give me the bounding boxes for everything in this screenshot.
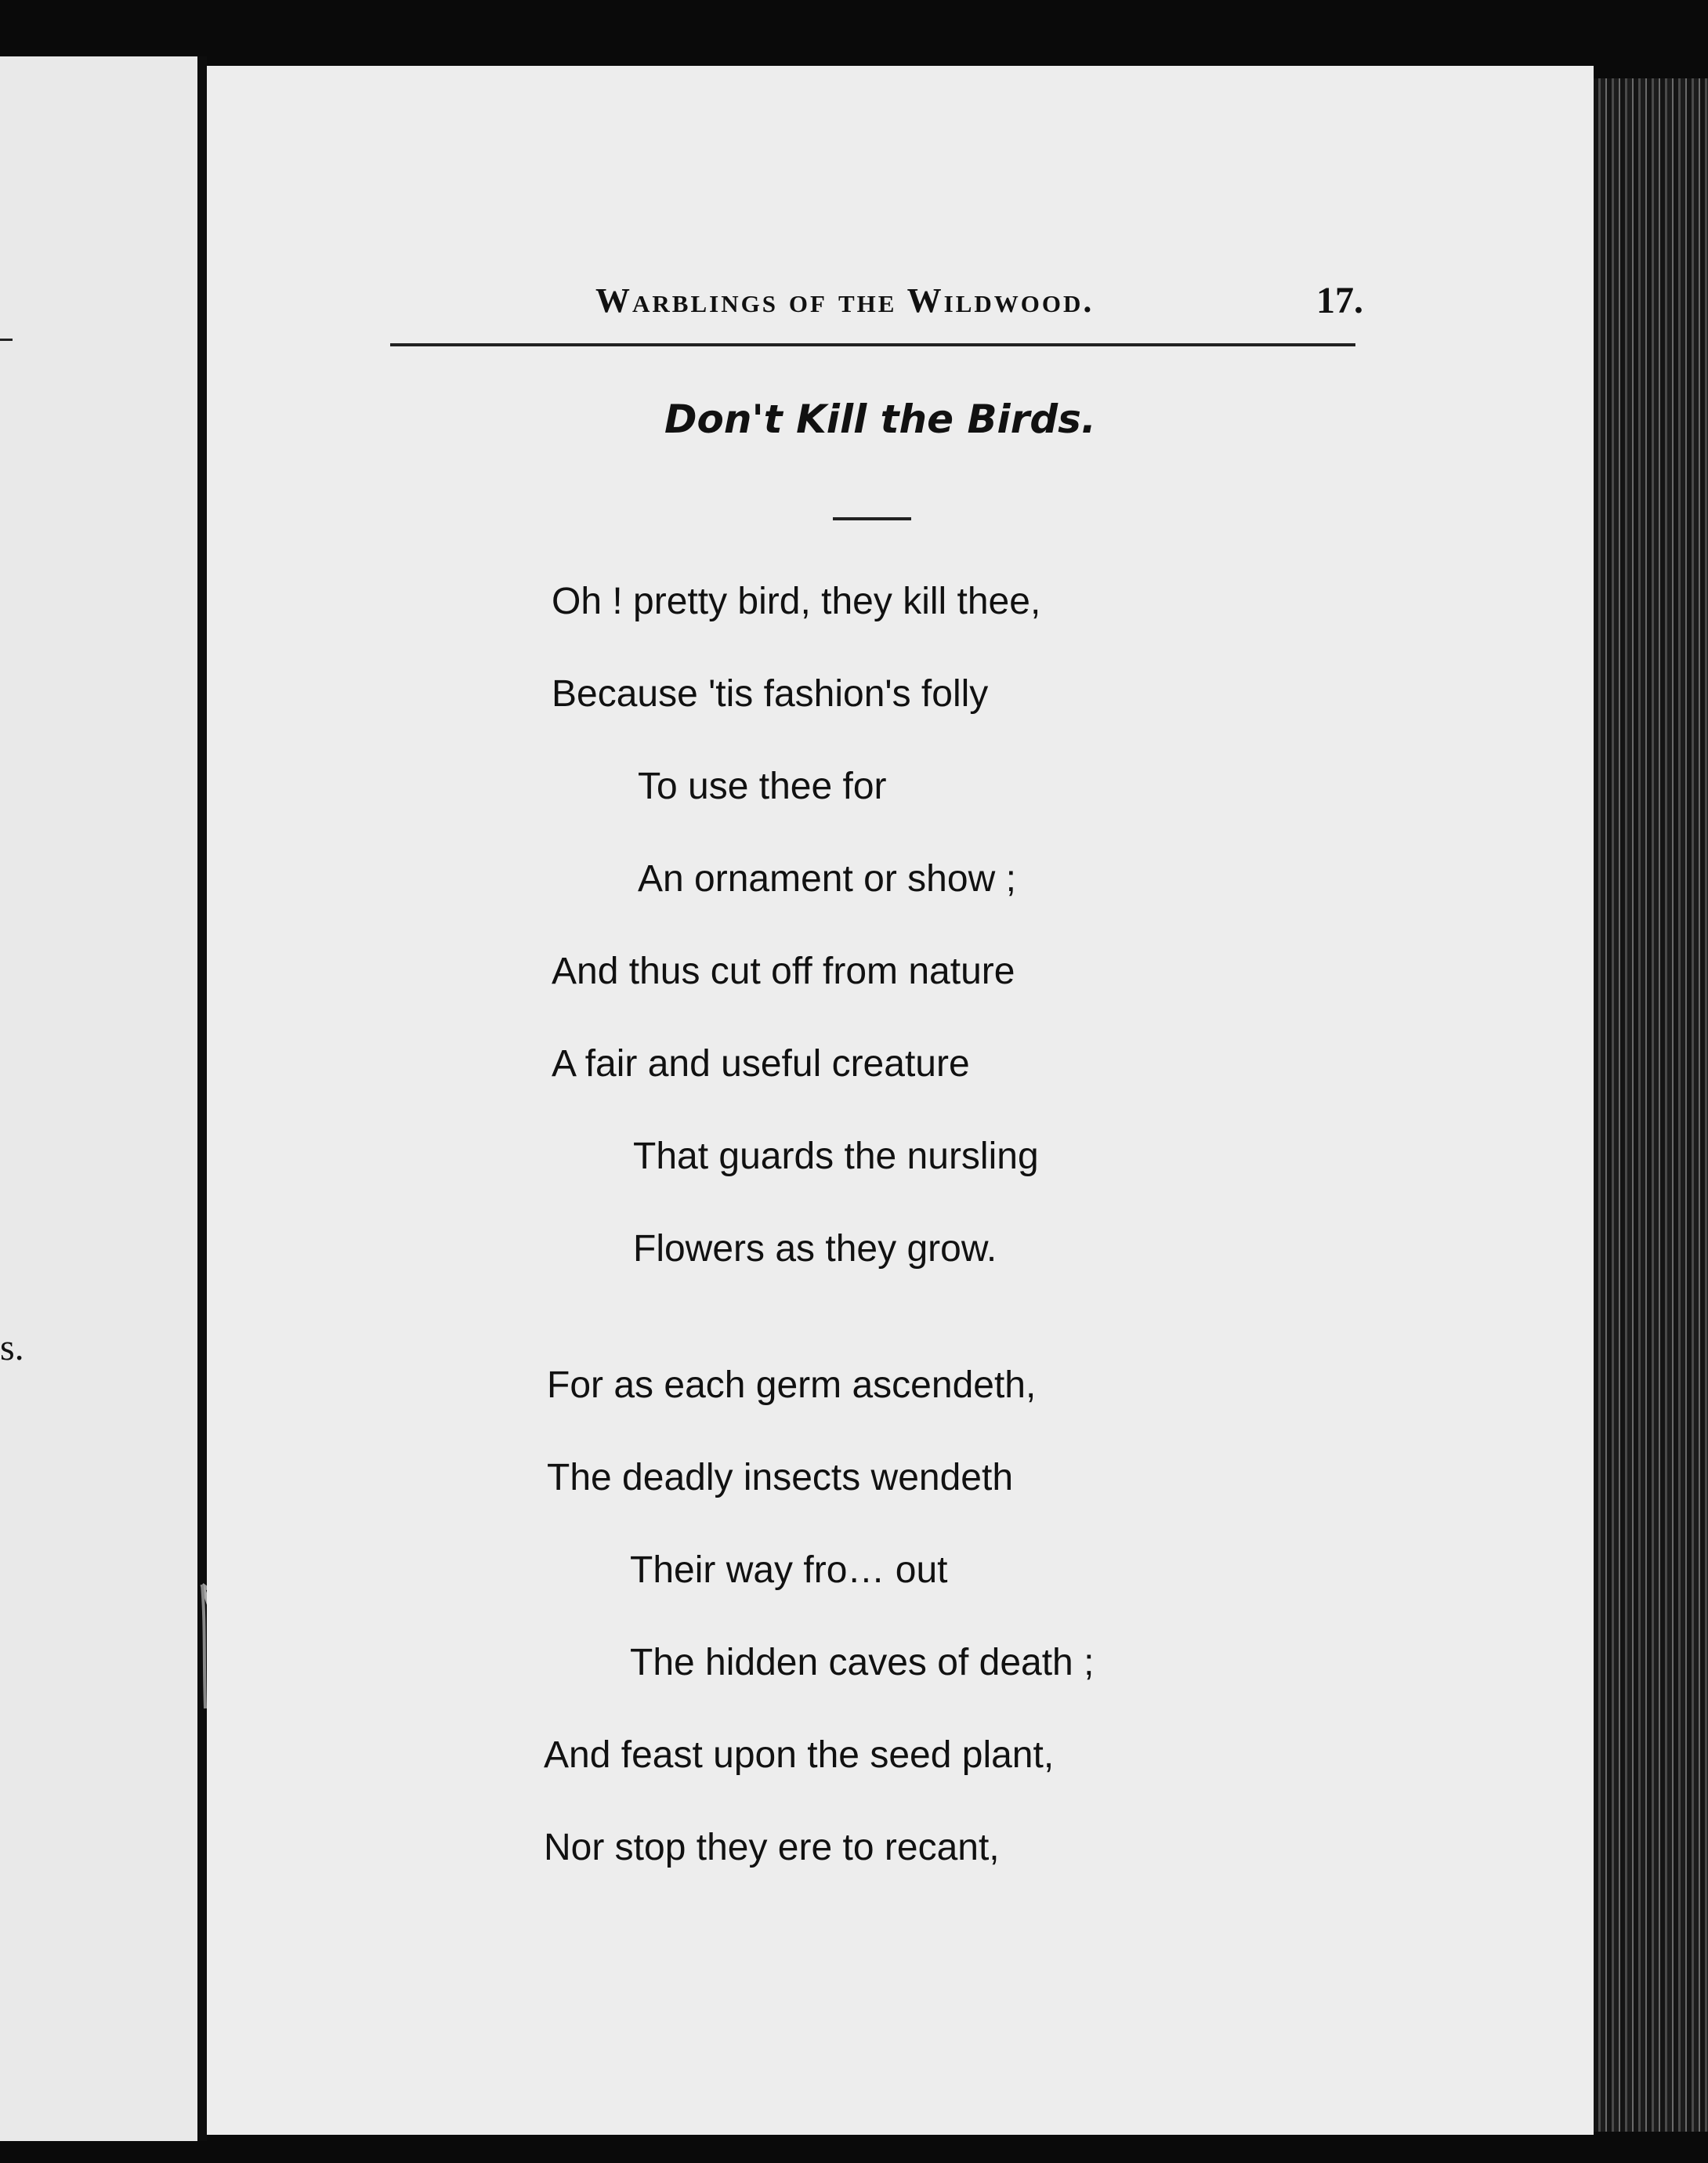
book-gutter [197, 56, 207, 2141]
poem-line: Their way fro… out [630, 1549, 948, 1591]
book-page [207, 66, 1594, 2135]
header-rule [390, 343, 1355, 346]
poem-line: Nor stop they ere to recant, [544, 1827, 1000, 1868]
poem-line: Flowers as they grow. [633, 1228, 997, 1270]
poem-line: An ornament or show ; [638, 858, 1016, 900]
poem-line: And feast upon the seed plant, [544, 1734, 1055, 1776]
poem-line: Oh ! pretty bird, they kill thee, [552, 581, 1041, 622]
poem-line: A fair and useful creature [552, 1043, 970, 1085]
poem-line: Because 'tis fashion's folly [552, 673, 989, 715]
poem-line: The deadly insects wendeth [547, 1457, 1014, 1498]
page-number: 17. [1316, 280, 1363, 321]
title-dash [833, 517, 911, 520]
poem-line: That guards the nursling [633, 1136, 1039, 1177]
running-head-title: Warblings of the Wildwood. [595, 281, 1095, 320]
poem-line: And thus cut off from nature [552, 951, 1015, 992]
left-page-text-fragment: s. [0, 1327, 24, 1368]
page-edges [1594, 78, 1708, 2132]
poem-line: To use thee for [638, 766, 887, 807]
poem-line: For as each germ ascendeth, [547, 1364, 1037, 1406]
left-page-mark [0, 339, 13, 341]
poem-title: Don't Kill the Birds. [664, 397, 1096, 442]
poem-line: The hidden caves of death ; [630, 1642, 1095, 1683]
left-facing-page [0, 56, 197, 2141]
